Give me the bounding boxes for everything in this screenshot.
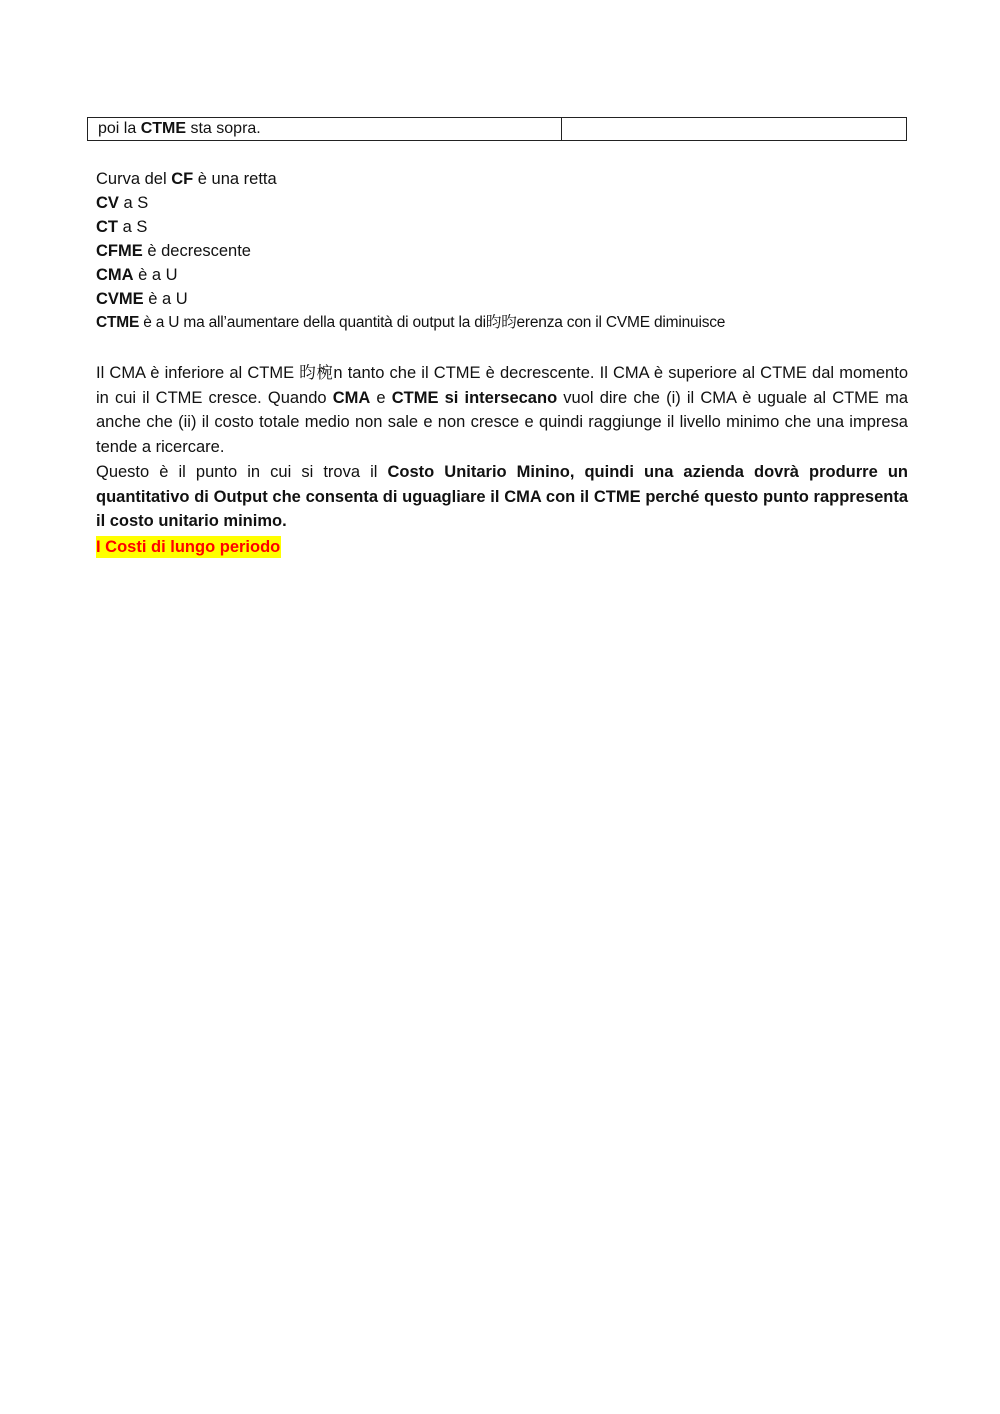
- paragraph-bold: CTME si intersecano: [391, 388, 558, 407]
- paragraph-bold: Costo Unitario Minino, quindi una azienda dovrà produrre un quantitativo di Output che consenta di uguagliare il CMA con il CTME perché questo punto rappresenta il costo unitario minimo.: [96, 463, 909, 531]
- line-bold: CV: [96, 194, 119, 212]
- line-text: è una retta: [193, 170, 277, 188]
- paragraph-costo-unitario: [96, 460, 908, 534]
- curve-line-cfme: [96, 239, 908, 263]
- curve-line-cf: [96, 167, 908, 191]
- line-text: a S: [118, 194, 149, 212]
- line-text: è decrescente: [142, 242, 251, 260]
- line-bold: CMA: [96, 266, 134, 284]
- paragraph-text: Questo è il punto in cui si trova il: [96, 463, 388, 481]
- curve-line-cv: [96, 191, 908, 215]
- line-bold: CFME: [96, 242, 143, 260]
- line-text: a S: [118, 218, 148, 236]
- cell-text-end: sta sopra.: [186, 120, 261, 137]
- line-bold: CTME: [96, 314, 140, 331]
- table-row: [87, 117, 907, 141]
- curve-line-ctme: [96, 311, 908, 335]
- line-bold: CVME: [96, 290, 144, 308]
- paragraph-bold: CMA: [332, 388, 371, 407]
- line-text: Curva del: [96, 170, 172, 188]
- paragraph-cma-ctme: [96, 361, 908, 460]
- paragraph-text: vuol dire che (i) il CMA è uguale al CTME ma anche che (ii) il costo totale medio non sale e non cresce e quindi raggiunge il livello minimo che una impresa tende a ricercare.: [96, 388, 908, 457]
- line-bold: CT: [96, 218, 118, 236]
- section-heading: I Costi di lungo periodo: [96, 538, 281, 556]
- line-bold: CF: [171, 170, 194, 188]
- curve-line-cvme: [96, 287, 908, 311]
- table-cell-right: [562, 118, 906, 140]
- curves-list: [96, 167, 908, 335]
- curve-line-cma: [96, 263, 908, 287]
- paragraph-text: Il CMA è inferiore al CTME 昀椀n tanto che il CTME è decrescente. Il CMA è superiore al CTME dal momento in cui il CTME cresce. Quando: [96, 364, 908, 407]
- table-cell-left: [88, 118, 562, 140]
- cell-text: poi la: [98, 120, 141, 137]
- line-text: è a U: [133, 266, 178, 284]
- section-heading-wrapper: [96, 535, 908, 559]
- paragraph-text: e: [370, 388, 392, 407]
- cell-bold-text: CTME: [140, 120, 187, 137]
- line-text: è a U: [143, 290, 188, 308]
- line-text: è a U ma all’aumentare della quantità di output la di昀昀erenza con il CVME diminuisce: [139, 314, 726, 331]
- curve-line-ct: [96, 215, 908, 239]
